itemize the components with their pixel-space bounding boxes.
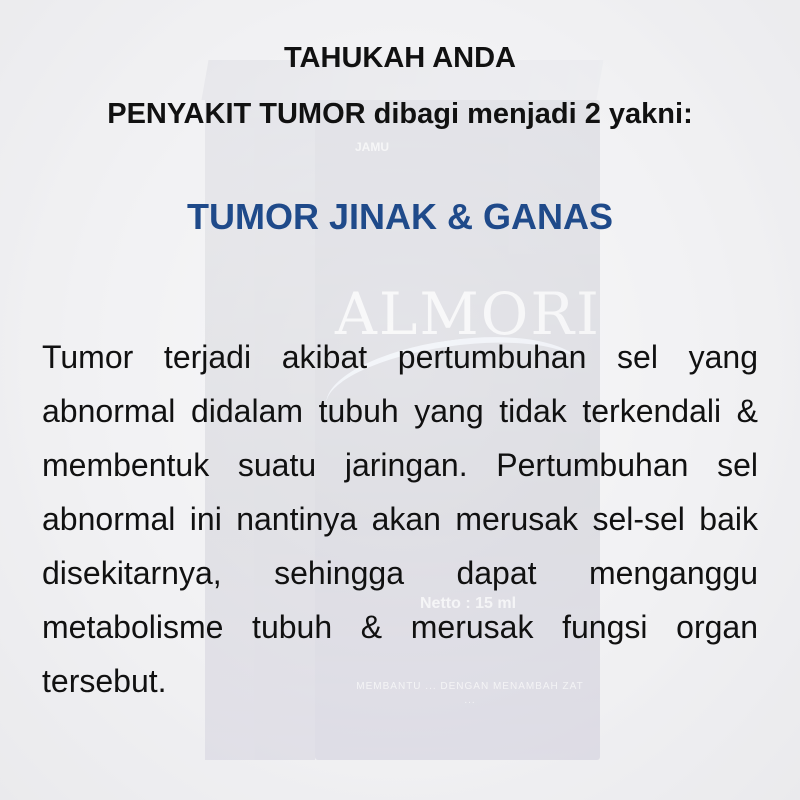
headline: TUMOR JINAK & GANAS bbox=[186, 196, 613, 237]
body-paragraph: Tumor terjadi akibat pertumbuhan sel yang abnormal didalam tubuh yang tidak terkendali & membentuk suatu jaringan. Pertumbuhan sel abnormal ini nantinya akan merusak sel-sel baik disekitarnya, sehingga dapat menganggu metabolisme tubuh & merusak fungsi organ tersebut. bbox=[42, 339, 758, 699]
brand-logo: ALMORI bbox=[335, 280, 601, 348]
box-label-top: JAMU bbox=[355, 140, 390, 154]
box-caption: MEMBANTU ... DENGAN MENAMBAH ZAT ... bbox=[356, 681, 584, 706]
box-netto: Netto : 15 ml bbox=[420, 595, 517, 612]
header-line-2: PENYAKIT TUMOR dibagi menjadi 2 yakni: bbox=[107, 98, 693, 130]
header-line-1: TAHUKAH ANDA bbox=[284, 42, 516, 74]
